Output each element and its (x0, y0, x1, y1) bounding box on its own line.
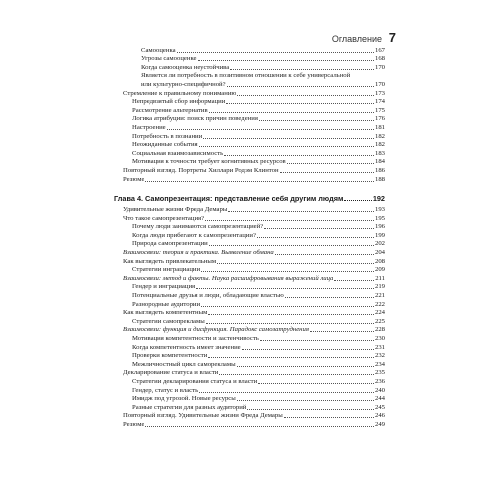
toc-entry-title: Самооценка (141, 46, 176, 54)
toc-leader-dots (287, 163, 374, 164)
toc-entry-title: Разные стратегии для разных аудиторий (132, 403, 247, 411)
toc-entry (114, 98, 385, 107)
toc-entry-title: Гендер и инграциация (132, 283, 196, 291)
toc-leader-dots (257, 237, 374, 238)
toc-entry (114, 283, 385, 292)
toc-leader-dots (228, 211, 374, 212)
toc-entry-title: Настроение (132, 123, 166, 131)
toc-entry-page: 173 (374, 89, 385, 97)
toc-entry-title: Потенциальные друзья и люди, обладающие властью (132, 292, 284, 300)
toc-leader-dots (260, 340, 374, 341)
toc-entry-title: Проверки компетентности (132, 352, 208, 360)
toc-leader-dots (224, 155, 374, 156)
toc-entry-title: Межличностный цикл саморекламы (132, 360, 236, 368)
toc-entry-title: Повторный взгляд. Портреты Хиллари Родэм Клинтон (123, 166, 279, 174)
toc-entry (114, 149, 385, 158)
toc-entry-title: Удивительные жизни Фреда Демары (123, 206, 228, 214)
toc-leader-dots (198, 60, 374, 61)
toc-entry-title: Взаимосвязи: функция и дисфункция. Парадокс самозатруднения (123, 326, 309, 334)
toc-entry (114, 291, 385, 300)
toc-leader-dots (285, 297, 374, 298)
toc-entry-page: 228 (374, 326, 385, 334)
toc-leader-dots (217, 263, 374, 264)
toc-entry (114, 420, 385, 429)
toc-entry-page: 199 (374, 231, 385, 239)
toc-leader-dots (209, 112, 374, 113)
toc-leader-dots (199, 392, 374, 393)
toc-entry-title: Глава 4. Самопрезентация: представление себя другим людям (114, 194, 344, 203)
toc-entry-title: Как выглядеть компетентным (123, 309, 208, 317)
toc-entry-title: Стремление к правильному пониманию (123, 89, 237, 97)
toc-entry-title: Природа самопрезентации (132, 240, 208, 248)
toc-leader-dots (237, 366, 374, 367)
toc-entry (114, 158, 385, 167)
toc-entry-page: 231 (374, 343, 385, 351)
toc-entry (114, 141, 385, 150)
toc-entry-title: Повторный взгляд. Удивительные жизни Фреда Демары (123, 412, 283, 420)
toc-entry (114, 248, 385, 257)
toc-leader-dots (209, 245, 374, 246)
toc-entry-page: 182 (374, 141, 385, 149)
toc-entry-page: 184 (374, 158, 385, 166)
toc-entry (114, 343, 385, 352)
toc-leader-dots (258, 383, 374, 384)
toc-entry (114, 317, 385, 326)
toc-entry-page: 219 (374, 283, 385, 291)
toc-entry-page: 186 (374, 166, 385, 174)
table-of-contents (114, 46, 385, 429)
toc-entry (114, 412, 385, 421)
toc-leader-dots (247, 409, 374, 410)
toc-entry-page: 204 (374, 249, 385, 257)
page-number: 7 (388, 30, 396, 45)
toc-entry-title: Стратегии самопрекламы (132, 317, 205, 325)
toc-entry-title: Непредвзятый сбор информации (132, 98, 226, 106)
toc-entry-page: 193 (374, 206, 385, 214)
toc-entry-title: или культурно-специфичной? (141, 80, 226, 88)
toc-entry (114, 223, 385, 232)
toc-entry (114, 106, 385, 115)
toc-entry-page: 175 (374, 106, 385, 114)
toc-leader-dots (344, 200, 371, 201)
toc-entry (114, 403, 385, 412)
toc-entry-title: Декларирование статуса и власти (123, 369, 219, 377)
toc-entry (114, 386, 385, 395)
toc-leader-dots (167, 129, 374, 130)
toc-leader-dots (145, 426, 374, 427)
toc-entry (114, 240, 385, 249)
toc-entry (114, 63, 385, 72)
toc-leader-dots (226, 103, 374, 104)
toc-entry (114, 360, 385, 369)
toc-entry (114, 377, 385, 386)
toc-entry (114, 132, 385, 141)
toc-entry-title: Когда люди прибегают к самопрезентации? (132, 231, 256, 239)
toc-entry-title: Как выглядеть привлекательным (123, 257, 217, 265)
toc-entry-page: 222 (374, 300, 385, 308)
toc-leader-dots (208, 357, 374, 358)
toc-entry-title: Когда компетентность имеет значение (132, 343, 241, 351)
toc-entry-page: 240 (374, 386, 385, 394)
toc-entry-title: Логика атрибуции: поиск причин поведения (132, 115, 258, 123)
toc-leader-dots (177, 52, 374, 53)
toc-entry (114, 257, 385, 266)
toc-entry (114, 395, 385, 404)
toc-entry-page: 192 (372, 193, 385, 203)
toc-entry-title: Мотивация компетентности и застенчивость (132, 335, 259, 342)
toc-entry-page: 170 (374, 63, 385, 71)
toc-entry-title: Разнородные аудитории (132, 300, 201, 308)
toc-entry (114, 46, 385, 55)
toc-entry-page: 202 (374, 240, 385, 248)
toc-entry-page: 236 (374, 377, 385, 385)
toc-entry-page: 246 (374, 412, 385, 420)
toc-entry-title: Резюме (123, 420, 145, 428)
toc-entry (114, 89, 385, 98)
toc-leader-dots (206, 323, 374, 324)
toc-entry-title: Стратегии декларирования статуса и власти (132, 377, 258, 385)
toc-entry-title: Гендер, статус и власть (132, 386, 199, 394)
toc-entry (114, 309, 385, 318)
toc-entry-title: Взаимосвязи: метод и факты. Наука расшифровывания выражений лица (123, 274, 334, 282)
toc-entry-page: 221 (374, 292, 385, 300)
toc-entry-page: 225 (374, 317, 385, 325)
toc-entry-page: 232 (374, 352, 385, 360)
toc-leader-dots (237, 95, 374, 96)
toc-entry-page: 208 (374, 257, 385, 265)
toc-entry-page: 188 (374, 175, 385, 183)
toc-leader-dots (227, 86, 374, 87)
toc-entry-page: 170 (374, 80, 385, 88)
toc-entry (114, 206, 385, 215)
toc-entry-title: Является ли потребность в позитивном отношении к себе универсальной (141, 72, 351, 80)
toc-entry-page: 224 (374, 309, 385, 317)
toc-entry (114, 326, 385, 335)
toc-leader-dots (145, 181, 374, 182)
toc-entry-title: Когда самооценка неустойчива (141, 63, 230, 71)
toc-entry-title: Угрозы самооценке (141, 55, 197, 63)
toc-entry (114, 175, 385, 184)
toc-leader-dots (199, 146, 374, 147)
toc-leader-dots (242, 349, 374, 350)
toc-entry-title: Социальная взаимозависимость (132, 149, 224, 157)
toc-entry (114, 300, 385, 309)
toc-leader-dots (334, 280, 374, 281)
toc-entry-page: 195 (374, 214, 385, 222)
toc-entry (114, 214, 385, 223)
toc-entry-title: Резюме (123, 175, 145, 183)
toc-entry-page: 230 (374, 335, 385, 342)
toc-entry-page: 209 (374, 266, 385, 274)
toc-entry-page: 183 (374, 149, 385, 157)
toc-leader-dots (205, 220, 374, 221)
toc-entry-page: 235 (374, 369, 385, 377)
toc-entry-page: 234 (374, 360, 385, 368)
toc-leader-dots (275, 254, 374, 255)
toc-leader-dots (201, 271, 374, 272)
toc-leader-dots (264, 228, 374, 229)
toc-leader-dots (284, 417, 374, 418)
toc-entry (114, 334, 385, 343)
toc-leader-dots (203, 138, 374, 139)
toc-entry-title: Что такое самопрезентация? (123, 214, 205, 222)
toc-entry (114, 166, 385, 175)
toc-entry-title: Потребность в познании (132, 132, 203, 140)
toc-entry-page: 181 (374, 123, 385, 131)
toc-entry-page: 211 (375, 274, 385, 282)
toc-entry (114, 231, 385, 240)
toc-entry-title: Почему люди занимаются самопрезентацией? (132, 223, 264, 231)
toc-entry-page: 182 (374, 132, 385, 140)
toc-entry-title: Имидж под угрозой. Новые ресурсы (132, 395, 236, 403)
toc-entry-page: 168 (374, 55, 385, 63)
toc-leader-dots (196, 288, 374, 289)
toc-leader-dots (280, 172, 374, 173)
toc-entry (114, 352, 385, 361)
toc-entry-page: 196 (374, 223, 385, 231)
toc-entry-title: Мотивация к точности требует когнитивных ресурсов (132, 158, 286, 166)
toc-entry (114, 80, 385, 89)
toc-leader-dots (201, 306, 374, 307)
toc-entry (114, 115, 385, 124)
toc-entry (114, 55, 385, 64)
toc-entry-title: Взаимосвязи: теория и практика. Выявление обмана (123, 249, 274, 257)
toc-leader-dots (219, 374, 374, 375)
toc-leader-dots (237, 400, 374, 401)
toc-entry-page: 244 (374, 395, 385, 403)
toc-entry-page: 167 (374, 46, 385, 54)
toc-entry-page: 249 (374, 420, 385, 428)
toc-entry-title: Неожиданные события (132, 141, 198, 149)
toc-entry-page: 174 (374, 98, 385, 106)
toc-entry-page: 176 (374, 115, 385, 123)
toc-entry-page: 245 (374, 403, 385, 411)
toc-leader-dots (230, 69, 374, 70)
toc-entry (114, 123, 385, 132)
toc-leader-dots (208, 314, 374, 315)
toc-entry-title: Стратегии инграциации (132, 266, 201, 274)
running-header-title: Оглавление (331, 34, 382, 44)
toc-entry (114, 266, 385, 275)
toc-entry (114, 72, 385, 81)
toc-entry (114, 369, 385, 378)
toc-leader-dots (310, 331, 374, 332)
toc-leader-dots (259, 120, 374, 121)
toc-chapter-entry (114, 188, 385, 203)
toc-entry-title: Рассмотрение альтернатив (132, 106, 208, 114)
toc-entry (114, 274, 385, 283)
